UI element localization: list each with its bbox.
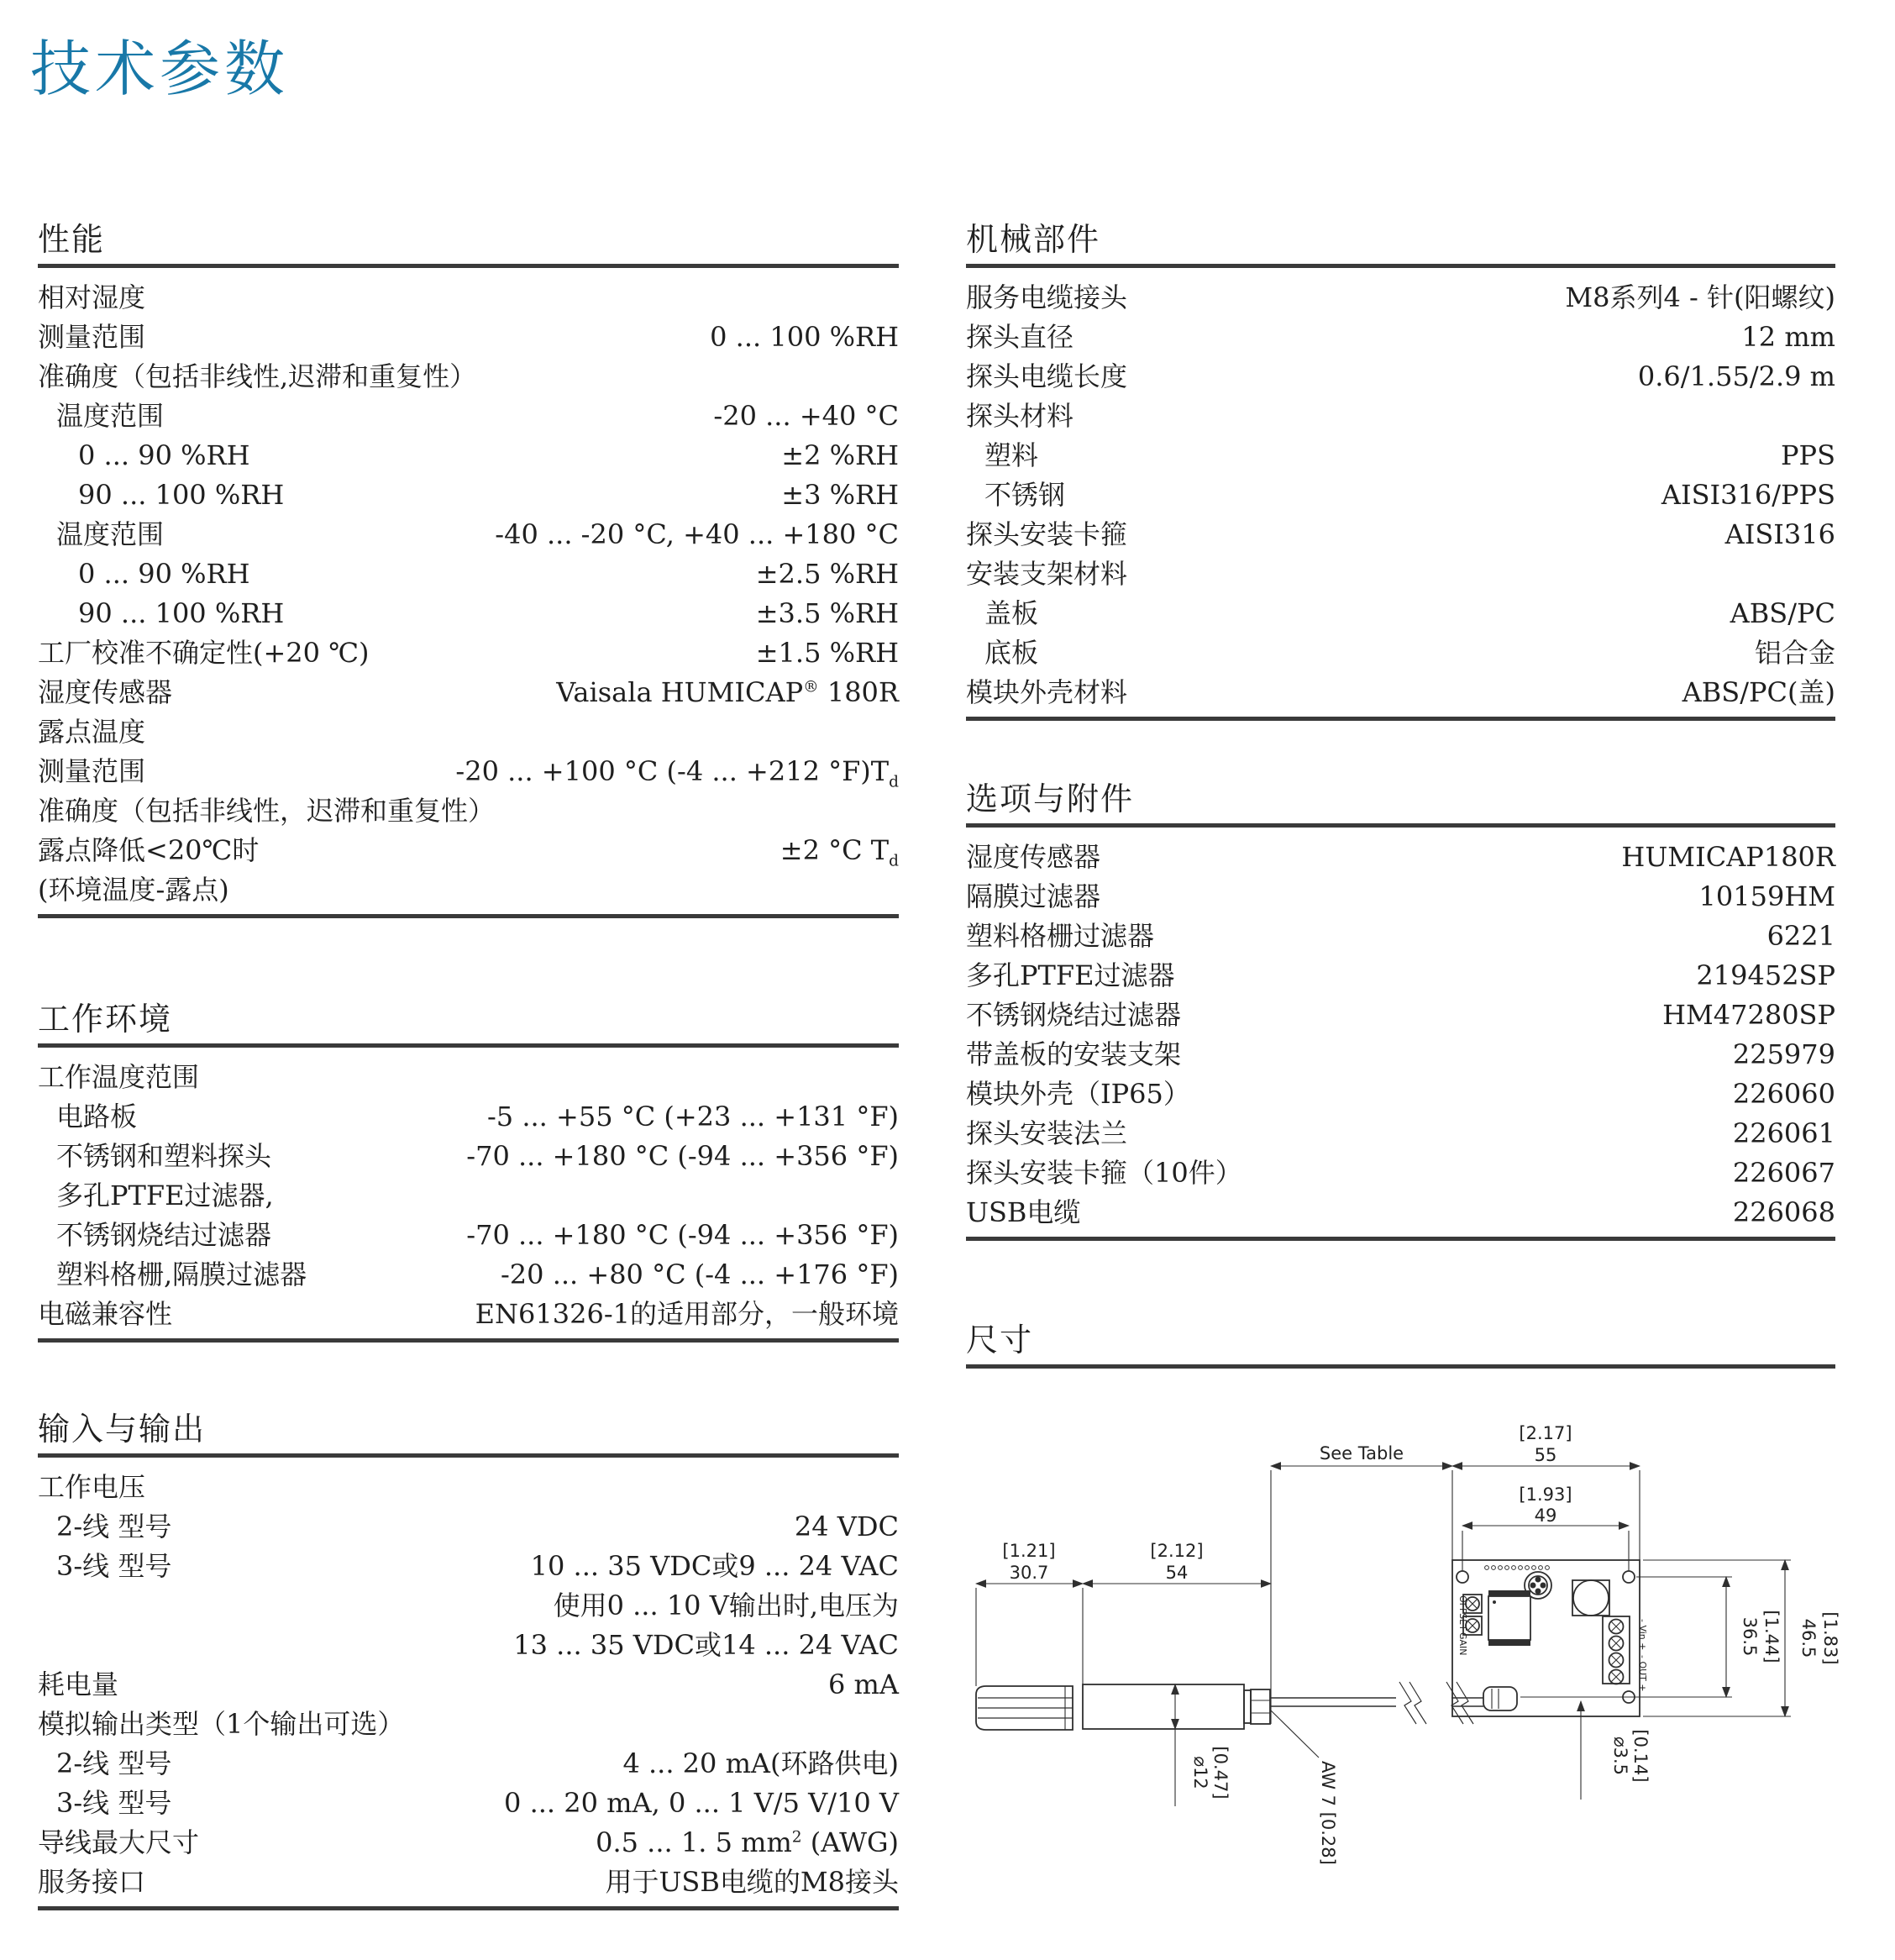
spec-row bbox=[966, 917, 1835, 956]
spec-row bbox=[966, 1153, 1835, 1193]
spec-value: 24 VDC bbox=[794, 1511, 899, 1542]
spec-label: 探头安装卡箍 bbox=[966, 518, 1128, 550]
mounting-hole bbox=[1623, 1571, 1635, 1583]
pcb-outline bbox=[1452, 1560, 1640, 1716]
dim-54-mm: 54 bbox=[1165, 1563, 1189, 1583]
spec-row bbox=[966, 476, 1835, 515]
spec-row bbox=[38, 673, 899, 712]
spec-label: 90 ... 100 %RH bbox=[78, 597, 285, 629]
spec-label: 工厂校准不确定性(+20 ℃) bbox=[38, 637, 370, 669]
spec-value: 225979 bbox=[1732, 1038, 1835, 1070]
spec-row bbox=[38, 1176, 899, 1216]
spec-row bbox=[966, 357, 1835, 397]
spec-value: 10 ... 35 VDC或9 ... 24 VAC bbox=[530, 1550, 899, 1582]
spec-label: 模块外壳（IP65） bbox=[966, 1078, 1190, 1110]
spec-label: 2-线 型号 bbox=[56, 1511, 172, 1542]
spec-row bbox=[38, 318, 899, 357]
spec-label: 探头电缆长度 bbox=[966, 360, 1128, 392]
vent-holes bbox=[1485, 1566, 1550, 1570]
spec-row bbox=[38, 278, 899, 318]
dim-49-mm: 49 bbox=[1534, 1505, 1557, 1526]
spec-row bbox=[966, 1114, 1835, 1153]
spec-value: 226060 bbox=[1732, 1078, 1835, 1110]
mounting-hole bbox=[1457, 1571, 1468, 1583]
spec-label: 探头安装卡箍（10件） bbox=[966, 1157, 1242, 1189]
spec-row bbox=[38, 1784, 899, 1823]
spec-label: 准确度（包括非线性，迟滞和重复性） bbox=[38, 795, 496, 827]
spec-value: EN61326-1的适用部分，一般环境 bbox=[475, 1298, 899, 1330]
spec-table bbox=[38, 1468, 899, 1910]
spec-table bbox=[966, 278, 1835, 721]
spec-value: 0.6/1.55/2.9 m bbox=[1637, 360, 1835, 392]
spec-row bbox=[38, 1863, 899, 1902]
spec-value: ±2.5 %RH bbox=[755, 558, 899, 590]
spec-value: Vaisala HUMICAP® 180R bbox=[556, 676, 899, 708]
spec-label: 服务电缆接头 bbox=[966, 281, 1128, 313]
dim-55-inch: [2.17] bbox=[1519, 1423, 1572, 1443]
spec-label: 3-线 型号 bbox=[56, 1550, 172, 1582]
spec-row bbox=[38, 476, 899, 515]
offset-label: OFFSET bbox=[1457, 1595, 1468, 1631]
spec-label: 测量范围 bbox=[38, 755, 146, 787]
spec-row bbox=[38, 515, 899, 554]
spec-value: 13 ... 35 VDC或14 ... 24 VAC bbox=[513, 1629, 899, 1661]
dim-49-inch: [1.93] bbox=[1519, 1484, 1572, 1505]
spec-label: 温度范围 bbox=[56, 518, 165, 550]
spec-row bbox=[38, 831, 899, 870]
spec-value: 6 mA bbox=[828, 1668, 899, 1700]
dimension-drawing bbox=[966, 1411, 1890, 1949]
spec-row bbox=[38, 436, 899, 476]
spec-label: 3-线 型号 bbox=[56, 1787, 172, 1819]
probe-diameter-inch: [0.47] bbox=[1210, 1746, 1231, 1800]
spec-table bbox=[38, 278, 899, 918]
spec-value: -20 ... +100 °C (-4 ... +212 $^\circ F)T_d$ bbox=[455, 755, 899, 791]
spec-value: ±2 %RH bbox=[781, 439, 899, 471]
spec-row bbox=[38, 1058, 899, 1097]
spec-label: 耗电量 bbox=[38, 1668, 119, 1700]
spec-value: M8系列4 - 针(阳螺纹) bbox=[1565, 281, 1835, 313]
spec-value: 铝合金 bbox=[1754, 637, 1835, 669]
spec-row bbox=[966, 956, 1835, 996]
spec-value: -70 ... +180 °C (-94 ... +356 °F) bbox=[466, 1140, 899, 1172]
spec-label: 带盖板的安装支架 bbox=[966, 1038, 1182, 1070]
spec-label: 测量范围 bbox=[38, 321, 146, 353]
spec-row bbox=[38, 1705, 899, 1744]
spec-value: 12 mm bbox=[1741, 321, 1835, 353]
spec-label: 不锈钢烧结过滤器 bbox=[56, 1219, 272, 1251]
ic-chip bbox=[1488, 1590, 1530, 1646]
spec-label: 多孔PTFE过滤器 bbox=[966, 959, 1175, 991]
dim-30p7-mm: 30.7 bbox=[1009, 1563, 1049, 1583]
probe-diameter-mm: ⌀12 bbox=[1190, 1756, 1210, 1789]
spec-row bbox=[38, 554, 899, 594]
spec-row bbox=[38, 1665, 899, 1705]
spec-row bbox=[38, 1507, 899, 1547]
section-title: 尺寸 bbox=[966, 1321, 1835, 1369]
gain-label: GAIN bbox=[1457, 1632, 1468, 1656]
spec-label: 导线最大尺寸 bbox=[38, 1826, 200, 1858]
spec-value: PPS bbox=[1781, 439, 1835, 471]
section-title: 选项与附件 bbox=[966, 780, 1835, 828]
spec-value: -5 ... +55 °C (+23 ... +131 °F) bbox=[486, 1101, 899, 1132]
spec-label: 湿度传感器 bbox=[966, 841, 1101, 873]
section-performance bbox=[38, 220, 899, 918]
spec-label: 不锈钢 bbox=[984, 479, 1066, 511]
spec-row bbox=[38, 1586, 899, 1626]
spec-label: 0 ... 90 %RH bbox=[78, 439, 250, 471]
spec-label: 湿度传感器 bbox=[38, 676, 173, 708]
section-options-accessories bbox=[966, 780, 1835, 1241]
spec-row bbox=[38, 357, 899, 397]
spec-value: HM47280SP bbox=[1662, 999, 1835, 1031]
spec-row bbox=[38, 1216, 899, 1255]
spec-row bbox=[38, 1823, 899, 1863]
spec-row bbox=[38, 1547, 899, 1586]
spec-value: ABS/PC bbox=[1730, 597, 1835, 629]
spec-value: ABS/PC(盖) bbox=[1682, 676, 1835, 708]
spec-value: 0 ... 100 %RH bbox=[710, 321, 899, 353]
spec-row bbox=[966, 278, 1835, 318]
spec-label: 露点降低<20℃时 bbox=[38, 834, 260, 866]
spec-label: 露点温度 bbox=[38, 716, 146, 748]
spec-label: 隔膜过滤器 bbox=[966, 880, 1101, 912]
spec-label: 90 ... 100 %RH bbox=[78, 479, 285, 511]
spec-row bbox=[38, 397, 899, 436]
spec-label: 准确度（包括非线性,迟滞和重复性） bbox=[38, 360, 477, 392]
spec-label: 不锈钢烧结过滤器 bbox=[966, 999, 1182, 1031]
spec-row bbox=[966, 436, 1835, 476]
dimension-lines bbox=[976, 1466, 1791, 1806]
cable-gland bbox=[1483, 1687, 1517, 1710]
section-title: 性能 bbox=[38, 220, 899, 268]
dim-54-inch: [2.12] bbox=[1150, 1541, 1204, 1561]
spec-value: AISI316/PPS bbox=[1661, 479, 1835, 511]
section-title: 输入与输出 bbox=[38, 1410, 899, 1458]
terminal-block bbox=[1603, 1616, 1630, 1684]
spec-row bbox=[38, 1626, 899, 1665]
dim-36p5-inch: [1.44] bbox=[1761, 1610, 1782, 1663]
spec-label: 2-线 型号 bbox=[56, 1747, 172, 1779]
section-mechanical bbox=[966, 220, 1835, 721]
spec-label: 模块外壳材料 bbox=[966, 676, 1128, 708]
spec-value: 10159HM bbox=[1698, 880, 1835, 912]
spec-row bbox=[966, 673, 1835, 712]
spec-label: 盖板 bbox=[984, 597, 1039, 629]
spec-label: 探头材料 bbox=[966, 400, 1074, 432]
spec-value: 0 ... 20 mA, 0 ... 1 V/5 V/10 V bbox=[504, 1787, 899, 1819]
section-title: 工作环境 bbox=[38, 1000, 899, 1048]
spec-value: ±2 °C $T_d$ bbox=[780, 834, 899, 870]
spec-row bbox=[38, 1097, 899, 1137]
spec-row bbox=[38, 1255, 899, 1295]
spec-value: 0.5 ... 1. 5 $mm^2$ (AWG) bbox=[596, 1826, 899, 1858]
spec-value: -70 ... +180 °C (-94 ... +356 °F) bbox=[466, 1219, 899, 1251]
spec-label: 模拟输出类型（1个输出可选） bbox=[38, 1708, 405, 1740]
spec-label: 塑料格栅,隔膜过滤器 bbox=[56, 1258, 307, 1290]
spec-value: 226061 bbox=[1732, 1117, 1835, 1149]
spec-row bbox=[966, 554, 1835, 594]
spec-value: HUMICAP180R bbox=[1621, 841, 1835, 873]
spec-row bbox=[38, 1137, 899, 1176]
spec-row bbox=[966, 996, 1835, 1035]
spec-label: 多孔PTFE过滤器, bbox=[56, 1180, 274, 1211]
spec-value: AISI316 bbox=[1724, 518, 1835, 550]
spec-label: 温度范围 bbox=[56, 400, 165, 432]
spec-label: 塑料 bbox=[984, 439, 1039, 471]
spec-row bbox=[38, 791, 899, 831]
spec-row bbox=[38, 1744, 899, 1784]
dim-46p5-inch: [1.83] bbox=[1820, 1611, 1840, 1665]
spec-value: 4 ... 20 mA(环路供电) bbox=[622, 1747, 899, 1779]
probe-outline bbox=[976, 1684, 1270, 1730]
terminal-out-label: - OUT + bbox=[1637, 1655, 1648, 1692]
spec-row bbox=[966, 397, 1835, 436]
spec-label: 工作温度范围 bbox=[38, 1061, 200, 1093]
spec-row bbox=[38, 712, 899, 752]
spec-row bbox=[38, 752, 899, 791]
spec-row bbox=[966, 594, 1835, 633]
spec-value: 226068 bbox=[1732, 1196, 1835, 1228]
spec-label: 底板 bbox=[984, 637, 1039, 669]
spec-label: USB电缆 bbox=[966, 1196, 1081, 1228]
spec-value: 6221 bbox=[1766, 920, 1835, 952]
spec-row bbox=[38, 633, 899, 673]
dim-55-mm: 55 bbox=[1534, 1445, 1557, 1465]
hole-diameter-inch: [0.14] bbox=[1630, 1729, 1651, 1783]
page-title: 技术参数 bbox=[30, 34, 290, 104]
dim-30p7-inch: [1.21] bbox=[1002, 1541, 1056, 1561]
spec-row bbox=[966, 877, 1835, 917]
spec-value: ±3 %RH bbox=[781, 479, 899, 511]
spec-value: -20 ... +40 °C bbox=[713, 400, 899, 432]
section-title: 机械部件 bbox=[966, 220, 1835, 268]
spec-row bbox=[966, 838, 1835, 877]
spec-row bbox=[966, 1075, 1835, 1114]
spec-label: 塑料格栅过滤器 bbox=[966, 920, 1155, 952]
spec-row bbox=[966, 633, 1835, 673]
spec-value: 使用0 ... 10 V输出时,电压为 bbox=[553, 1590, 899, 1621]
spec-label: 0 ... 90 %RH bbox=[78, 558, 250, 590]
spec-value: 226067 bbox=[1732, 1157, 1835, 1189]
dim-46p5-mm: 46.5 bbox=[1798, 1618, 1819, 1658]
see-table-label: See Table bbox=[1319, 1443, 1404, 1463]
spec-row bbox=[38, 1295, 899, 1334]
cable-lines bbox=[1270, 1682, 1483, 1724]
spec-table bbox=[38, 1058, 899, 1343]
spec-row bbox=[38, 1468, 899, 1507]
spec-label: 探头直径 bbox=[966, 321, 1074, 353]
dim-36p5-mm: 36.5 bbox=[1740, 1616, 1760, 1657]
spec-value: 219452SP bbox=[1696, 959, 1835, 991]
spec-row bbox=[38, 870, 899, 910]
spec-table bbox=[966, 838, 1835, 1241]
spec-value: 用于USB电缆的M8接头 bbox=[605, 1866, 899, 1898]
spec-row bbox=[966, 1193, 1835, 1232]
capacitor bbox=[1572, 1580, 1609, 1616]
spec-label: 不锈钢和塑料探头 bbox=[56, 1140, 272, 1172]
spec-value: -40 ... -20 °C, +40 ... +180 °C bbox=[495, 518, 899, 550]
spec-value: ±1.5 %RH bbox=[755, 637, 899, 669]
spec-label: 服务接口 bbox=[38, 1866, 146, 1898]
spec-row bbox=[966, 318, 1835, 357]
section-dimensions bbox=[966, 1321, 1835, 1369]
spec-label: 相对湿度 bbox=[38, 281, 146, 313]
section-environment bbox=[38, 1000, 899, 1343]
spec-label: 电路板 bbox=[56, 1101, 138, 1132]
terminal-vin-label: - Vin + bbox=[1637, 1619, 1648, 1651]
spec-label: 电磁兼容性 bbox=[38, 1298, 173, 1330]
spec-label: 安装支架材料 bbox=[966, 558, 1128, 590]
hole-diameter-mm: ⌀3.5 bbox=[1610, 1736, 1630, 1776]
spec-value: -20 ... +80 °C (-4 ... +176 °F) bbox=[500, 1258, 899, 1290]
spec-value: ±3.5 %RH bbox=[755, 597, 899, 629]
spec-label: (环境温度-露点) bbox=[38, 874, 229, 906]
spec-row bbox=[38, 594, 899, 633]
spec-row bbox=[966, 1035, 1835, 1075]
cable-size-label: AW 7 [0.28] bbox=[1318, 1761, 1338, 1865]
section-input-output bbox=[38, 1410, 899, 1910]
spec-row bbox=[966, 515, 1835, 554]
spec-label: 工作电压 bbox=[38, 1471, 146, 1503]
spec-label: 探头安装法兰 bbox=[966, 1117, 1128, 1149]
